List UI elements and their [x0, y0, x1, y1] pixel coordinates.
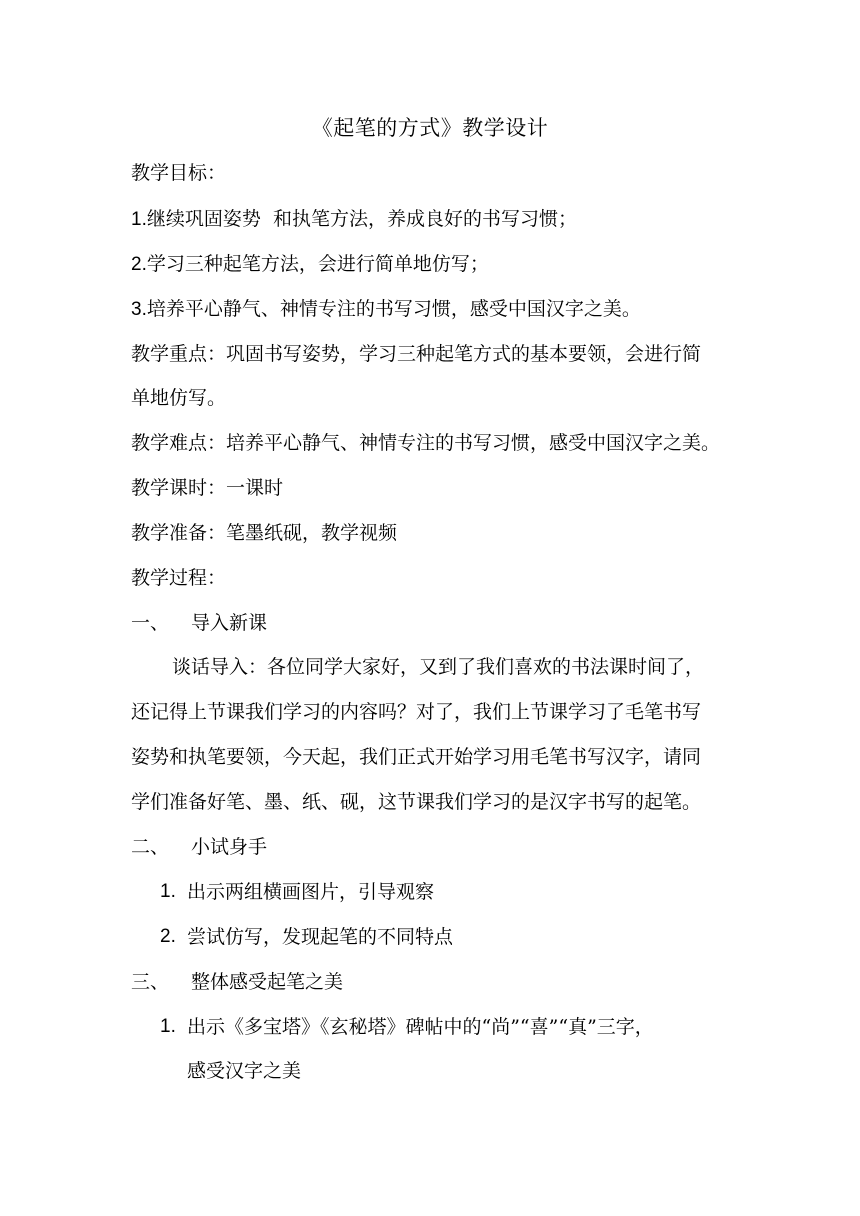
section-1-heading [131, 609, 267, 637]
section-3-heading [131, 968, 343, 996]
paragraph-1-line-3: 姿势和执笔要领，今天起，我们正式开始学习用毛笔书写汉字，请同 [131, 746, 702, 768]
section-2-item-1-number: 1. [160, 881, 176, 902]
section-3-number: 三、 [131, 971, 170, 993]
section-3-title: 整体感受起笔之美 [191, 971, 344, 993]
goal-2-number: 2. [131, 254, 147, 275]
section-2-heading [131, 833, 267, 861]
section-2-title: 小试身手 [191, 836, 268, 858]
section-1-title: 导入新课 [191, 612, 268, 634]
hours-line: 教学课时：一课时 [131, 477, 284, 499]
section-3-item-1-line-1: 出示《多宝塔》《玄秘塔》碑帖中的“尚”“喜”“真”三字， [187, 1016, 654, 1038]
paragraph-1-line-4: 学们准备好笔、墨、纸、砚，这节课我们学习的是汉字书写的起笔。 [131, 791, 702, 813]
goal-3-number: 3. [131, 299, 147, 320]
goal-2-text: 学习三种起笔方法，会进行简单地仿写； [146, 253, 489, 275]
section-2-item-1-text: 出示两组横画图片，引导观察 [187, 881, 435, 903]
section-3-item-1-number: 1. [160, 1016, 176, 1037]
section-2-item-2-number: 2. [160, 926, 176, 947]
goals-heading: 教学目标： [131, 162, 227, 184]
goal-1 [131, 205, 577, 234]
document-title: 《起笔的方式》教学设计 [311, 116, 549, 140]
section-1-number: 一、 [131, 612, 170, 634]
goal-3-text: 培养平心静气、神情专注的书写习惯，感受中国汉字之美。 [146, 298, 641, 320]
section-2-number: 二、 [131, 836, 170, 858]
goal-2 [131, 250, 489, 279]
preparation-line: 教学准备：笔墨纸砚，教学视频 [131, 522, 398, 544]
section-3-item-1-line-2: 感受汉字之美 [187, 1060, 302, 1082]
paragraph-1-line-2: 还记得上节课我们学习的内容吗？对了，我们上节课学习了毛笔书写 [131, 701, 702, 723]
section-2-item-2-text: 尝试仿写，发现起笔的不同特点 [187, 926, 454, 948]
paragraph-1-line-1: 谈话导入：各位同学大家好，又到了我们喜欢的书法课时间了， [172, 656, 705, 678]
goal-1-text: 继续巩固姿势 和执笔方法，养成良好的书写习惯； [146, 208, 577, 230]
goal-1-number: 1. [131, 209, 147, 230]
key-points-line-2: 单地仿写。 [131, 387, 227, 409]
difficulty-line: 教学难点：培养平心静气、神情专注的书写习惯，感受中国汉字之美。 [131, 432, 721, 454]
goal-3 [131, 295, 641, 324]
process-heading: 教学过程： [131, 567, 227, 589]
key-points-line-1: 教学重点：巩固书写姿势，学习三种起笔方式的基本要领，会进行简 [131, 343, 702, 365]
